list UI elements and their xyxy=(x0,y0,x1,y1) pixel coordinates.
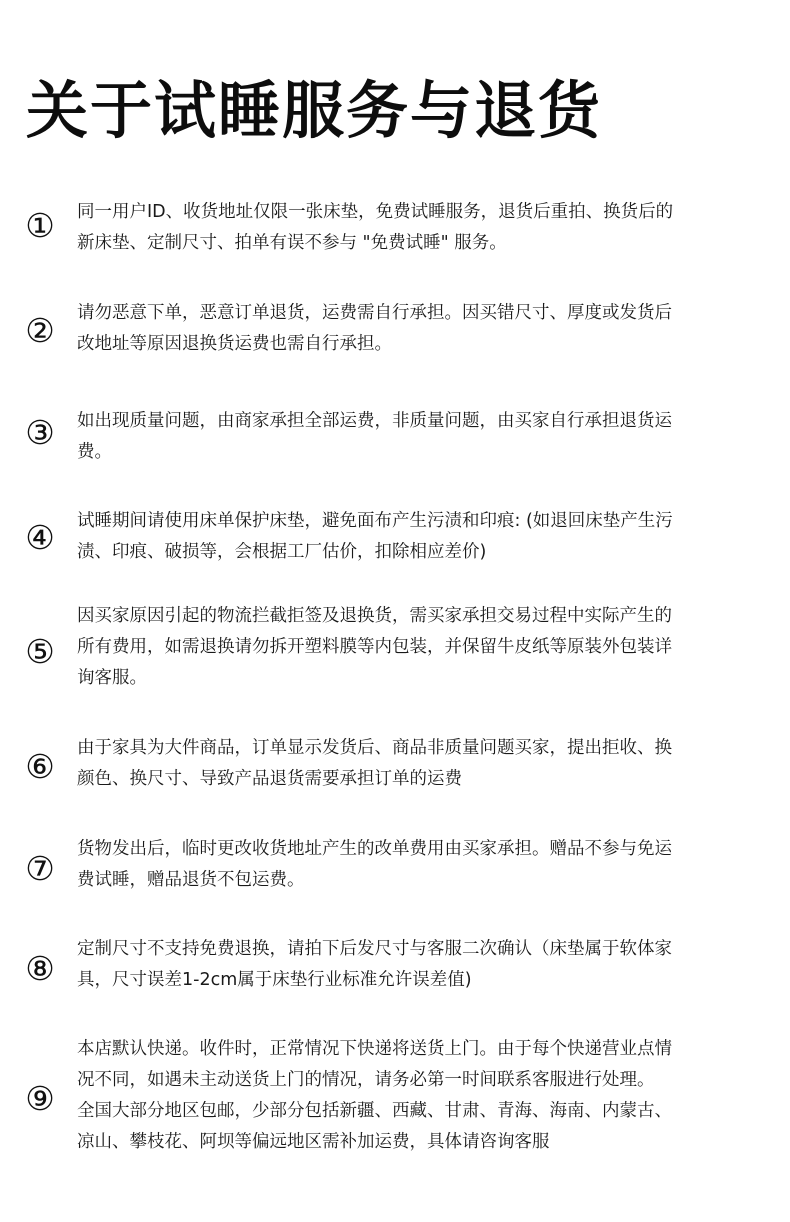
rule-line: 改地址等原因退换货运费也需自行承担。 xyxy=(77,334,392,354)
rule-number-1: ① xyxy=(25,206,55,245)
rule-line: 具，尺寸误差1-2cm属于床垫行业标准允许误差值) xyxy=(77,970,472,990)
rule-text-6 xyxy=(77,733,777,795)
rule-line: 新床垫、定制尺寸、拍单有误不参与 "免费试睡" 服务。 xyxy=(77,233,507,253)
rule-line: 本店默认快递。收件时，正常情况下快递将送货上门。由于每个快递营业点情 xyxy=(77,1039,672,1059)
rule-text-5 xyxy=(77,601,777,694)
rule-line: 因买家原因引起的物流拦截拒签及退换货，需买家承担交易过程中实际产生的 xyxy=(77,606,672,626)
rule-line: 试睡期间请使用床单保护床垫，避免面布产生污渍和印痕: (如退回床垫产生污 xyxy=(77,511,673,531)
rule-line: 全国大部分地区包邮，少部分包括新疆、西藏、甘肃、青海、海南、内蒙古、 xyxy=(77,1101,672,1121)
rule-line: 询客服。 xyxy=(77,668,147,688)
rule-line: 费试睡，赠品退货不包运费。 xyxy=(77,870,305,890)
rule-number-8: ⑧ xyxy=(25,949,55,988)
rule-line: 如出现质量问题，由商家承担全部运费，非质量问题，由买家自行承担退货运 xyxy=(77,411,672,431)
rule-number-2: ② xyxy=(25,311,55,350)
rule-text-7 xyxy=(77,834,777,896)
rule-text-4 xyxy=(77,506,777,568)
rule-text-1 xyxy=(77,197,777,259)
rule-line: 同一用户ID、收货地址仅限一张床垫，免费试睡服务，退货后重拍、换货后的 xyxy=(77,202,674,222)
rule-text-9 xyxy=(77,1034,777,1158)
rule-number-5: ⑤ xyxy=(25,632,55,671)
rule-line: 颜色、换尺寸、导致产品退货需要承担订单的运费 xyxy=(77,769,462,789)
rule-line: 货物发出后，临时更改收货地址产生的改单费用由买家承担。赠品不参与免运 xyxy=(77,839,672,859)
rule-line: 请勿恶意下单，恶意订单退货，运费需自行承担。因买错尺寸、厚度或发货后 xyxy=(77,303,672,323)
rule-number-9: ⑨ xyxy=(25,1079,55,1118)
rule-number-4: ④ xyxy=(25,518,55,557)
rule-line: 况不同，如遇未主动送货上门的情况，请务必第一时间联系客服进行处理。 xyxy=(77,1070,655,1090)
rule-line: 所有费用，如需退换请勿拆开塑料膜等内包装，并保留牛皮纸等原装外包装详 xyxy=(77,637,672,657)
rule-text-2 xyxy=(77,298,777,360)
rule-line: 费。 xyxy=(77,442,112,462)
rule-line: 渍、印痕、破损等，会根据工厂估价，扣除相应差价) xyxy=(77,542,487,562)
rule-line: 凉山、攀枝花、阿坝等偏远地区需补加运费，具体请咨询客服 xyxy=(77,1132,550,1152)
rule-text-3 xyxy=(77,406,777,468)
rule-line: 定制尺寸不支持免费退换，请拍下后发尺寸与客服二次确认（床垫属于软体家 xyxy=(77,939,672,959)
rule-number-6: ⑥ xyxy=(25,747,55,786)
rule-number-3: ③ xyxy=(25,413,55,452)
rule-line: 由于家具为大件商品，订单显示发货后、商品非质量问题买家，提出拒收、换 xyxy=(77,738,672,758)
rule-number-7: ⑦ xyxy=(25,849,55,888)
rule-text-8 xyxy=(77,934,777,996)
page-title: 关于试睡服务与退货 xyxy=(26,74,603,147)
